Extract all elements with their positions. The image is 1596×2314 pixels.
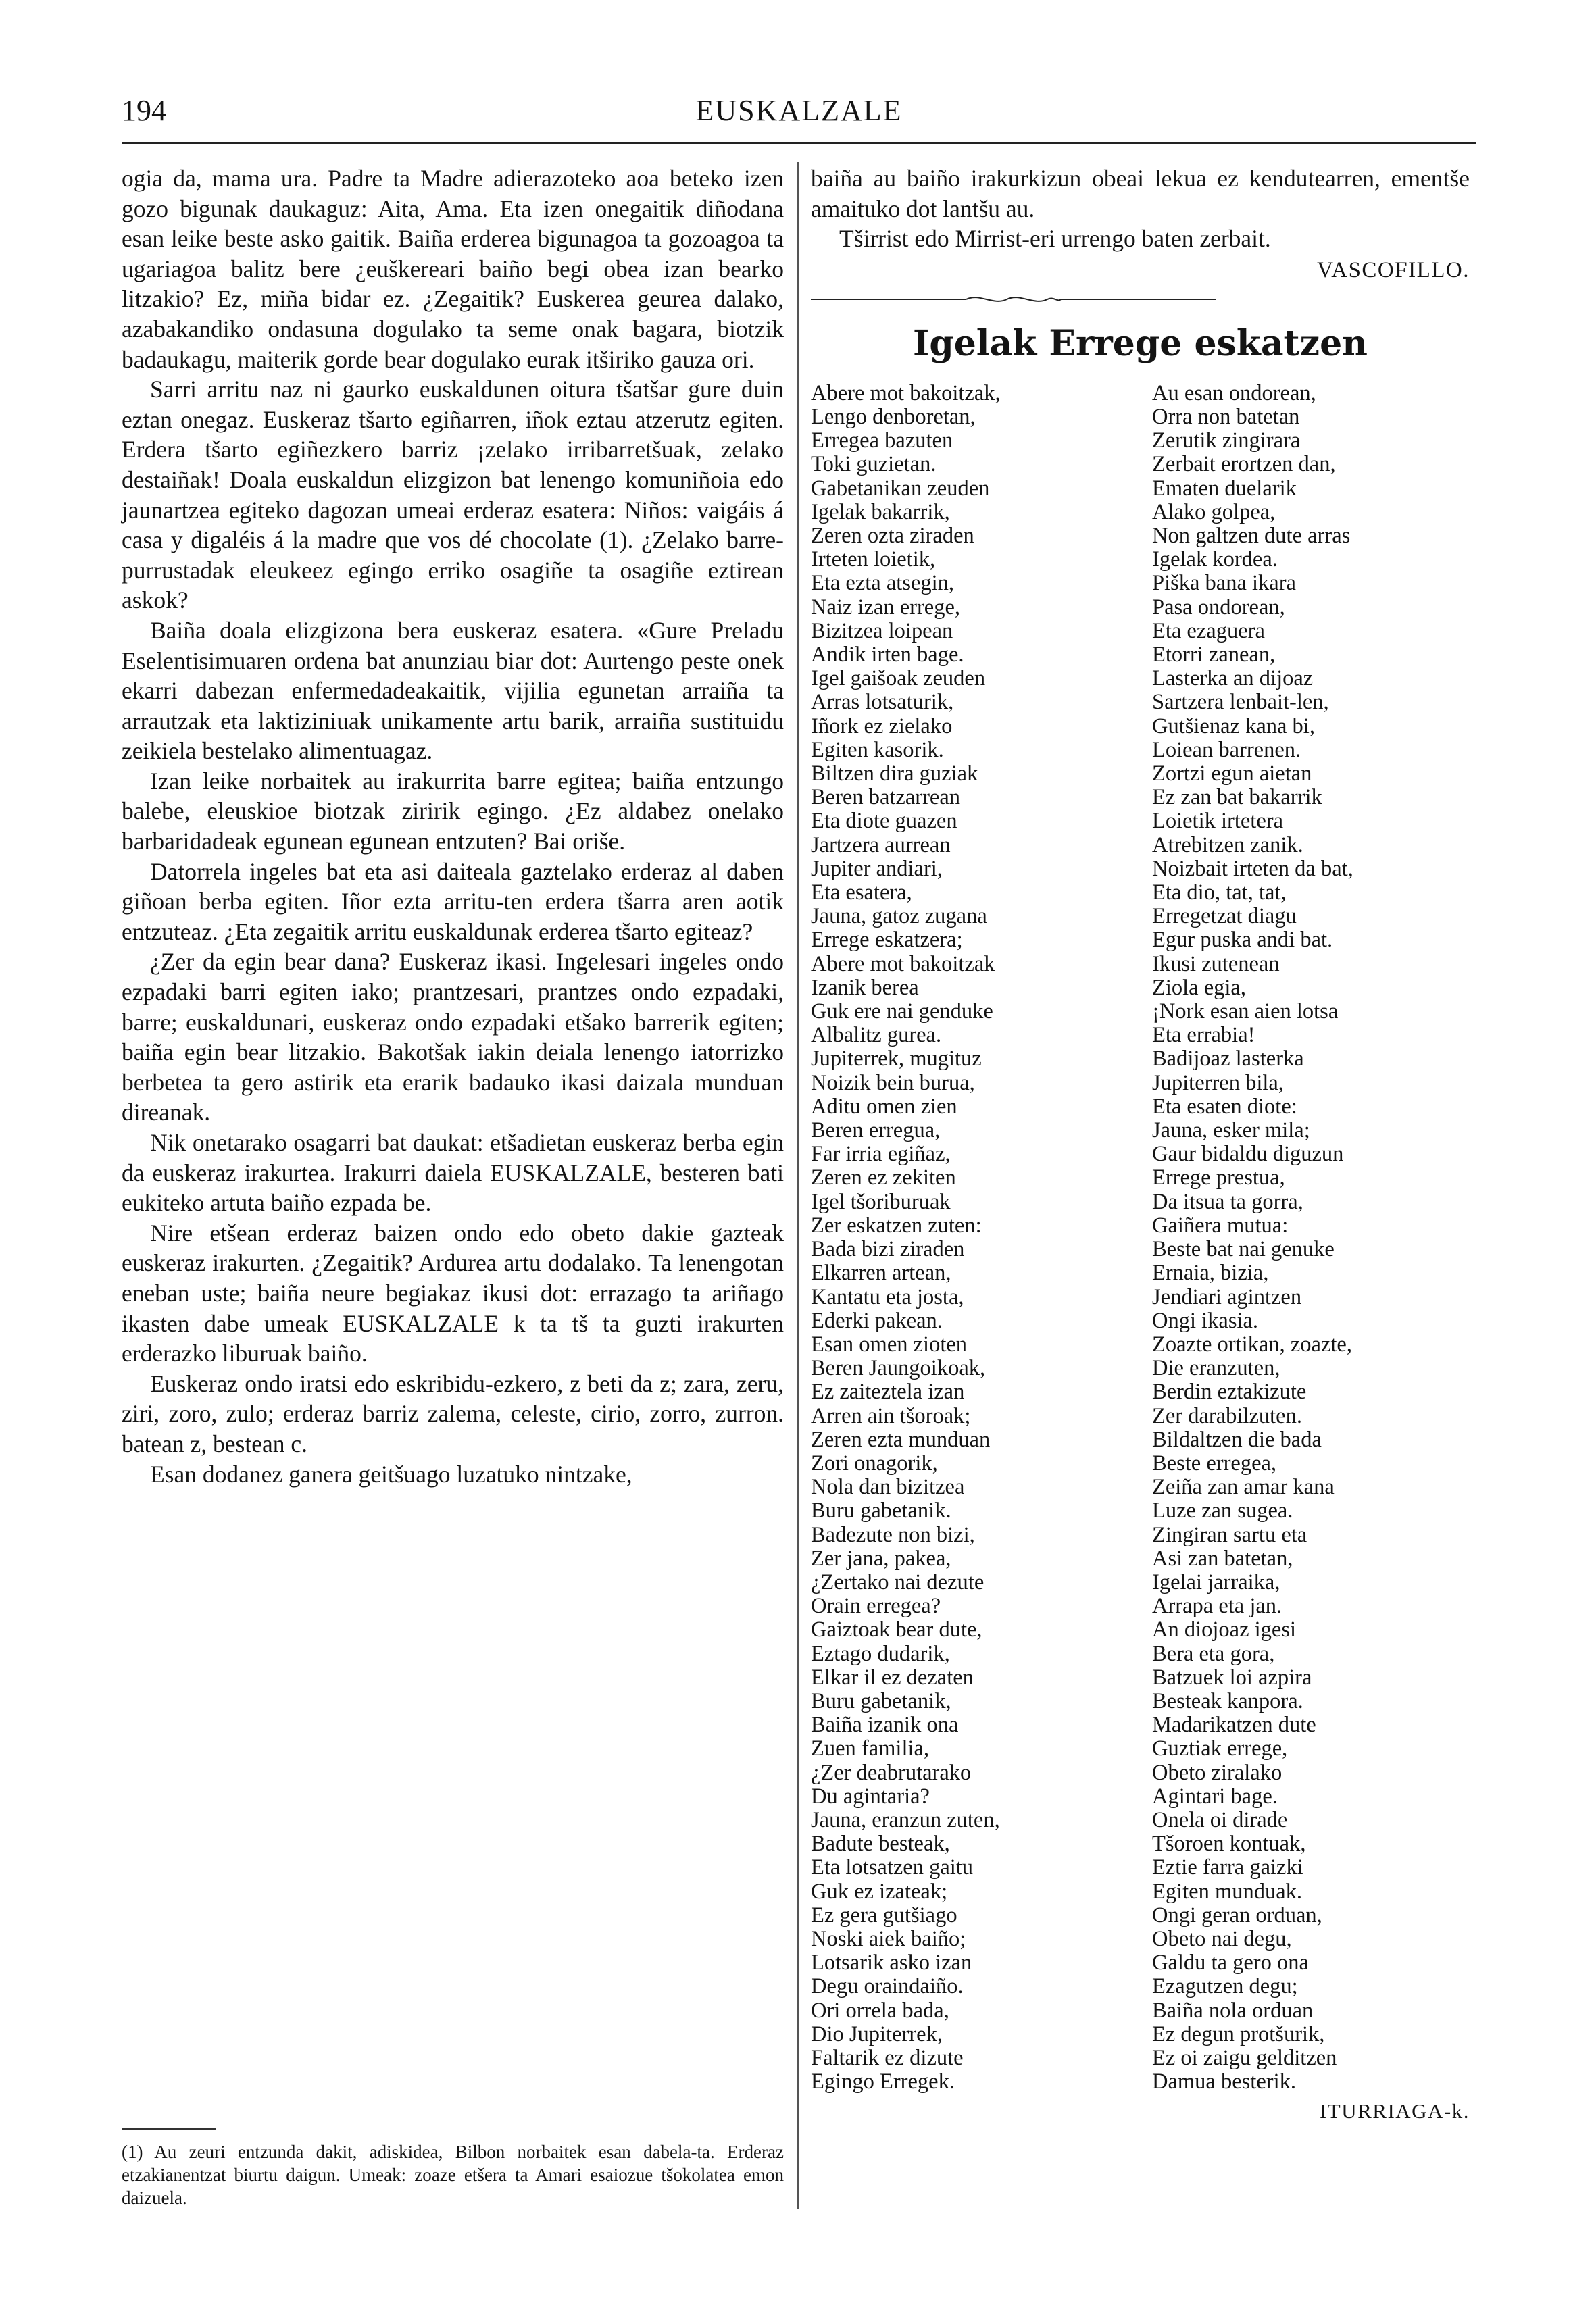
poem-line: Jauna, eranzun zuten, bbox=[811, 1807, 1000, 1832]
poem-line: Eztie farra gaizki bbox=[1152, 1855, 1303, 1880]
poem-line: Non galtzen dute arras bbox=[1152, 524, 1351, 548]
poem-line: Noski aiek baiño; bbox=[811, 1926, 966, 1951]
poem-line: Eztago dudarik, bbox=[811, 1641, 950, 1666]
poem-line: Badute besteak, bbox=[811, 1832, 950, 1857]
paragraph: baiña au baiño irakurkizun obeai lekua ez kendutearren, ementše amaituko dot lantšu au. bbox=[811, 165, 1470, 222]
ornament-divider bbox=[811, 293, 1216, 306]
poem-line: Igel tšoriburuak bbox=[811, 1189, 951, 1214]
poem-line: Bildaltzen die bada bbox=[1152, 1427, 1322, 1452]
poem-line: Baiña izanik ona bbox=[811, 1713, 959, 1738]
paragraph: Nire etšean erderaz baizen ondo edo obeto dakie gazteak euskeraz irakurten. ¿Zegaitik? Ardurea artu dodalako. Ta lenengotan eneban uste; baiña neure begiakaz ikusi dot: errazago ta ariñago ikasten dabe umeak EUSKALZALE k ta tš ta guzti irakurten erderazko liburuak baiño. bbox=[122, 1219, 784, 1367]
poem-line: Gutšienaz kana bi, bbox=[1152, 713, 1315, 738]
poem-line: Albalitz gurea. bbox=[811, 1023, 942, 1048]
paragraph: Esan dodanez ganera geitšuago luzatuko nintzake, bbox=[150, 1460, 632, 1488]
poem-line: Zer jana, pakea, bbox=[811, 1546, 951, 1571]
poem-line: Galdu ta gero ona bbox=[1152, 1951, 1309, 1976]
poem-line: Ezagutzen degu; bbox=[1152, 1974, 1298, 1999]
poem-line: Ematen duelarik bbox=[1152, 476, 1297, 501]
column-divider bbox=[797, 162, 799, 2209]
poem-line: Gaiñera mutua: bbox=[1152, 1213, 1289, 1238]
poem-line: Piška bana ikara bbox=[1152, 571, 1296, 596]
poem-line: Eta diote guazen bbox=[811, 809, 957, 834]
running-title: EUSKALZALE bbox=[695, 94, 903, 127]
poem-line: Errege prestua, bbox=[1152, 1165, 1285, 1190]
poem-line: Eta ezta atsegin, bbox=[811, 571, 955, 596]
poem-line: Erregea bazuten bbox=[811, 428, 953, 453]
poem-line: Asi zan batetan, bbox=[1152, 1546, 1293, 1571]
poem-line: Eta esatera, bbox=[811, 880, 912, 905]
poem-line: Kantatu eta josta, bbox=[811, 1284, 964, 1309]
poem-line: Beren Jaungoikoak, bbox=[811, 1356, 986, 1381]
poem-line: Buru gabetanik. bbox=[811, 1499, 951, 1524]
poem-column-right bbox=[1152, 382, 1470, 2094]
poem-line: Ongi geran orduan, bbox=[1152, 1903, 1322, 1928]
poem-line: Zingiran sartu eta bbox=[1152, 1522, 1307, 1547]
poem-line: ¡Nork esan aien lotsa bbox=[1152, 999, 1339, 1024]
poem-line: Gabetanikan zeuden bbox=[811, 476, 990, 501]
poem-line: Pasa ondorean, bbox=[1152, 595, 1285, 620]
poem-line: Obeto nai degu, bbox=[1152, 1926, 1292, 1951]
poem-line: Orain erregea? bbox=[811, 1594, 941, 1619]
poem-line: Ongi ikasia. bbox=[1152, 1308, 1259, 1333]
poem-line: Gaur bidaldu diguzun bbox=[1152, 1142, 1344, 1167]
poem-line: Guztiak errege, bbox=[1152, 1736, 1288, 1761]
poem-line: Ernaia, bizia, bbox=[1152, 1261, 1269, 1286]
poem-line: Andik irten bage. bbox=[811, 643, 964, 668]
poem-line: Abere mot bakoitzak, bbox=[811, 380, 1001, 405]
poem-line: Atrebitzen zanik. bbox=[1152, 832, 1303, 857]
page-number: 194 bbox=[122, 94, 166, 127]
poem-line: Jauna, esker mila; bbox=[1152, 1118, 1310, 1143]
poem-line: Jupiterrek, mugituz bbox=[811, 1047, 982, 1072]
left-column bbox=[122, 164, 784, 1489]
poem-line: Ederki pakean. bbox=[811, 1308, 943, 1333]
signature: VASCOFILLO. bbox=[1317, 257, 1470, 282]
poem-line: Orra non batetan bbox=[1152, 404, 1300, 429]
poem-line: Errege eskatzera; bbox=[811, 928, 963, 953]
poem-line: Lasterka an dijoaz bbox=[1152, 666, 1314, 691]
poem-line: Ez zan bat bakarrik bbox=[1152, 785, 1322, 810]
poem-line: Da itsua ta gorra, bbox=[1152, 1189, 1303, 1214]
poem-line: Buru gabetanik, bbox=[811, 1688, 951, 1713]
poem-column-left bbox=[811, 382, 1128, 2094]
poem-line: Bizitzea loipean bbox=[811, 618, 953, 643]
poem-line: Egiten kasorik. bbox=[811, 737, 944, 762]
poem-line: Beren erregua, bbox=[811, 1118, 941, 1143]
poem-line: Ez oi zaigu gelditzen bbox=[1152, 2046, 1337, 2070]
poem-line: Aditu omen zien bbox=[811, 1094, 957, 1119]
header-rule bbox=[122, 142, 1476, 144]
poem-line: Zeren ez zekiten bbox=[811, 1165, 956, 1190]
paragraph: ¿Zer da egin bear dana? Euskeraz ikasi. Ingelesari ingeles ondo ezpadaki barri egiten iako; prantzesari, prantzes ondo ezpadaki, barre; euskaldunari, euskeraz ondo ezpadaki etšako barrerik egiten; baiña egin bear litzakio. Bakotšak iakin deiala lenengo iatorrizko berbetea ta gero astirik eta erarik badauko ikasi daizala munduan direanak. bbox=[122, 948, 784, 1126]
poem-line: Onela oi dirade bbox=[1152, 1807, 1288, 1832]
poem-line: Abere mot bakoitzak bbox=[811, 951, 995, 976]
poem-line: Elkar il ez dezaten bbox=[811, 1665, 974, 1690]
poem-line: Guk ere nai genduke bbox=[811, 999, 993, 1024]
poem-line: Zeren ezta munduan bbox=[811, 1427, 991, 1452]
poem-line: Jupiterren bila, bbox=[1152, 1070, 1284, 1095]
paragraph: Euskeraz ondo iratsi edo eskribidu-ezkero, z beti da z; zara, zeru, ziri, zoro, zulo; erderaz barriz zalema, celeste, cirio, zorro, zurron. batean z, bestean c. bbox=[122, 1369, 784, 1457]
poem-line: Elkarren artean, bbox=[811, 1261, 951, 1286]
poem-author: ITURRIAGA-k. bbox=[1319, 2099, 1470, 2123]
poem-line: Dio Jupiterrek, bbox=[811, 2021, 943, 2046]
poem-line: Batzuek loi azpira bbox=[1152, 1665, 1312, 1690]
paragraph: Baiña doala elizgizona bera euskeraz esatera. «Gure Preladu Eselentisimuaren ordena bat anunziau biar dot: Aurtengo peste onek ekarri dabezan enfermedadeakaitik, vijilia egunetan arraiña ta arrautzak eta laktiziniuak unikamente artu barik, arraiña sustituidu zeikiela bestelako alimentuagaz. bbox=[122, 616, 784, 765]
poem-line: Zeren ozta ziraden bbox=[811, 524, 974, 548]
paragraph: Datorrela ingeles bat eta asi daiteala gaztelako erderaz al daben giñoan berba egiten. Iñor ezta arritu-ten erdera tšarra aren aotik entzuteaz. ¿Eta zegaitik arritu euskaldunak erderea tšarto egiteaz? bbox=[122, 857, 784, 945]
poem-line: Ziola egia, bbox=[1152, 975, 1246, 1000]
paragraph: Tširrist edo Mirrist-eri urrengo baten zerbait. bbox=[839, 225, 1271, 253]
poem-line: Egiten munduak. bbox=[1152, 1879, 1303, 1904]
poem-line: Iñork ez zielako bbox=[811, 713, 953, 738]
poem-line: Agintari bage. bbox=[1152, 1784, 1278, 1809]
poem-line: Luze zan sugea. bbox=[1152, 1499, 1293, 1524]
poem-line: Tšoroen kontuak, bbox=[1152, 1832, 1306, 1857]
footnote: (1) Au zeuri entzunda dakit, adiskidea, Bilbon norbaitek esan dabela-ta. Erderaz etzakianentzat biurtu daigun. Umeak: zoaze etšera ta Amari esaiozue tšokolatea emon daizuela. bbox=[122, 2142, 784, 2208]
poem-line: Badezute non bizi, bbox=[811, 1522, 975, 1547]
poem-line: Ori orrela bada, bbox=[811, 1998, 949, 2023]
right-prose bbox=[811, 164, 1470, 254]
poem-line: Zer eskatzen zuten: bbox=[811, 1213, 982, 1238]
poem-line: Bada bizi ziraden bbox=[811, 1237, 965, 1262]
page-header bbox=[122, 93, 1476, 141]
poem-line: Beste erregea, bbox=[1152, 1451, 1277, 1476]
poem-line: Ikusi zutenean bbox=[1152, 951, 1280, 976]
poem-line: Noizbait irteten da bat, bbox=[1152, 856, 1353, 881]
poem-line: Die eranzuten, bbox=[1152, 1356, 1280, 1381]
poem-line: Guk ez izateak; bbox=[811, 1879, 948, 1904]
poem-line: Lengo denboretan, bbox=[811, 404, 976, 429]
poem-line: Jupiter andiari, bbox=[811, 856, 943, 881]
poem-line: Loiean barrenen. bbox=[1152, 737, 1301, 762]
poem-line: Beste bat nai genuke bbox=[1152, 1237, 1335, 1262]
poem-line: Eta ezaguera bbox=[1152, 618, 1265, 643]
poem-line: Igelai jarraika, bbox=[1152, 1569, 1280, 1594]
poem-line: Ez gera gutšiago bbox=[811, 1903, 957, 1928]
poem-line: An diojoaz igesi bbox=[1152, 1617, 1297, 1642]
poem-line: Zuen familia, bbox=[811, 1736, 930, 1761]
poem-line: Egur puska andi bat. bbox=[1152, 928, 1333, 953]
poem-line: Eta dio, tat, tat, bbox=[1152, 880, 1287, 905]
poem-line: Zerutik zingirara bbox=[1152, 428, 1301, 453]
poem-line: Noizik bein burua, bbox=[811, 1070, 975, 1095]
paragraph: Nik onetarako osagarri bat daukat: etšadietan euskeraz berba egin da euskeraz irakurtea. Irakurri daiela EUSKALZALE, besteren bati eukiteko artuta baiño ezpada be. bbox=[122, 1129, 784, 1217]
poem-line: Jartzera aurrean bbox=[811, 832, 951, 857]
poem-line: Ez degun protšurik, bbox=[1152, 2021, 1325, 2046]
poem-line: Badijoaz lasterka bbox=[1152, 1047, 1304, 1072]
paragraph: ogia da, mama ura. Padre ta Madre adierazoteko aoa beteko izen gozo bigunak daukaguz: Aita, Ama. Eta izen onegaitik diñodana esan leike beste asko gaitik. Baiña erderea bigunagoa ta gozoagoa ta ugariagoa balitz bere ¿euškereari baiño begi obea izan bearko litzakio? Ez, miña bidar ez. ¿Zegaitik? Euskerea geurea dalako, azabakandiko ondasuna dogulako ta seme onak bagara, biotzik badaukagu, maiterik gorde bear dogulako eurak itširiko gauza ori. bbox=[122, 165, 784, 373]
poem-line: Lotsarik asko izan bbox=[811, 1951, 972, 1976]
poem-line: Sartzera lenbait-len, bbox=[1152, 690, 1329, 715]
poem-line: Degu oraindaiño. bbox=[811, 1974, 964, 1999]
poem-line: Arren ain tšoroak; bbox=[811, 1403, 971, 1428]
poem-line: Zori onagorik, bbox=[811, 1451, 938, 1476]
poem-line: ¿Zer deabrutarako bbox=[811, 1760, 972, 1785]
footnote-rule bbox=[122, 2128, 216, 2130]
poem-line: Zoazte ortikan, zoazte, bbox=[1152, 1332, 1352, 1357]
poem-title: Igelak Errege eskatzen bbox=[913, 322, 1368, 364]
poem-line: Izanik berea bbox=[811, 975, 919, 1000]
poem-line: Far irria egiñaz, bbox=[811, 1142, 951, 1167]
poem-line: Toki guzietan. bbox=[811, 452, 937, 477]
poem-line: Eta esaten diote: bbox=[1152, 1094, 1297, 1119]
poem-line: Besteak kanpora. bbox=[1152, 1688, 1303, 1713]
poem-line: Eta lotsatzen gaitu bbox=[811, 1855, 974, 1880]
right-column bbox=[811, 164, 1470, 2123]
poem-line: Beren batzarrean bbox=[811, 785, 961, 810]
poem-line: Alako golpea, bbox=[1152, 499, 1276, 524]
poem-line: Erregetzat diagu bbox=[1152, 904, 1297, 929]
poem-line: Bera eta gora, bbox=[1152, 1641, 1275, 1666]
poem-line: Egingo Erregek. bbox=[811, 2069, 955, 2094]
poem-line: Faltarik ez dizute bbox=[811, 2046, 964, 2070]
poem-line: Jauna, gatoz zugana bbox=[811, 904, 987, 929]
poem-line: Baiña nola orduan bbox=[1152, 1998, 1314, 2023]
paragraph: Sarri arritu naz ni gaurko euskaldunen oitura tšatšar gure duin eztan onegaz. Euskeraz tšarto egiñarren, iñok eztau atzerutz egiten. Erdera tšarto egiñezkero barriz ¡zelako irribarretšuak, zelako destaiñak! Doala euskaldun elizgizon bat lenengo komuniñoia edo jaunartzea egiteko dagozan umeai erderaz esatera: Niños: vaigáis á casa y digaléis á la madre que vos dé chocolate (1). ¿Zelako barre-purrustadak eleukeez egingo erriko osagiñe ta osagiñe eztirean askok? bbox=[122, 376, 784, 614]
poem-line: Etorri zanean, bbox=[1152, 643, 1276, 668]
poem-line: Berdin eztakizute bbox=[1152, 1380, 1307, 1405]
poem-line: Esan omen zioten bbox=[811, 1332, 968, 1357]
poem-line: Arras lotsaturik, bbox=[811, 690, 954, 715]
poem-line: Arrapa eta jan. bbox=[1152, 1594, 1282, 1619]
poem-line: Eta errabia! bbox=[1152, 1023, 1255, 1048]
poem-line: Igel gaišoak zeuden bbox=[811, 666, 986, 691]
poem-line: Igelak bakarrik, bbox=[811, 499, 950, 524]
poem-line: Au esan ondorean, bbox=[1152, 380, 1316, 405]
poem-line: Zortzi egun aietan bbox=[1152, 761, 1312, 786]
poem-line: Du agintaria? bbox=[811, 1784, 930, 1809]
poem-line: Gaiztoak bear dute, bbox=[811, 1617, 982, 1642]
poem-line: Igelak kordea. bbox=[1152, 547, 1278, 572]
paragraph: Izan leike norbaitek au irakurrita barre egitea; baiña entzungo balebe, eleuskioe biotzak ziririk egingo. ¿Ez aldabez onelako barbaridadeak egunean egunean entzuten? Bai oriše. bbox=[122, 767, 784, 855]
poem-line: Jendiari agintzen bbox=[1152, 1284, 1302, 1309]
poem-line: Damua besterik. bbox=[1152, 2069, 1296, 2094]
poem-line: Irteten loietik, bbox=[811, 547, 936, 572]
poem-line: ¿Zertako nai dezute bbox=[811, 1569, 984, 1594]
poem-line: Nola dan bizitzea bbox=[811, 1475, 965, 1500]
poem-line: Obeto ziralako bbox=[1152, 1760, 1282, 1785]
poem-line: Zer darabilzuten. bbox=[1152, 1403, 1302, 1428]
poem-line: Zeiña zan amar kana bbox=[1152, 1475, 1335, 1500]
poem bbox=[811, 382, 1470, 2094]
poem-line: Zerbait erortzen dan, bbox=[1152, 452, 1336, 477]
poem-line: Loietik irtetera bbox=[1152, 809, 1284, 834]
poem-line: Naiz izan errege, bbox=[811, 595, 961, 620]
poem-line: Madarikatzen dute bbox=[1152, 1713, 1316, 1738]
poem-line: Biltzen dira guziak bbox=[811, 761, 978, 786]
poem-line: Ez zaiteztela izan bbox=[811, 1380, 965, 1405]
